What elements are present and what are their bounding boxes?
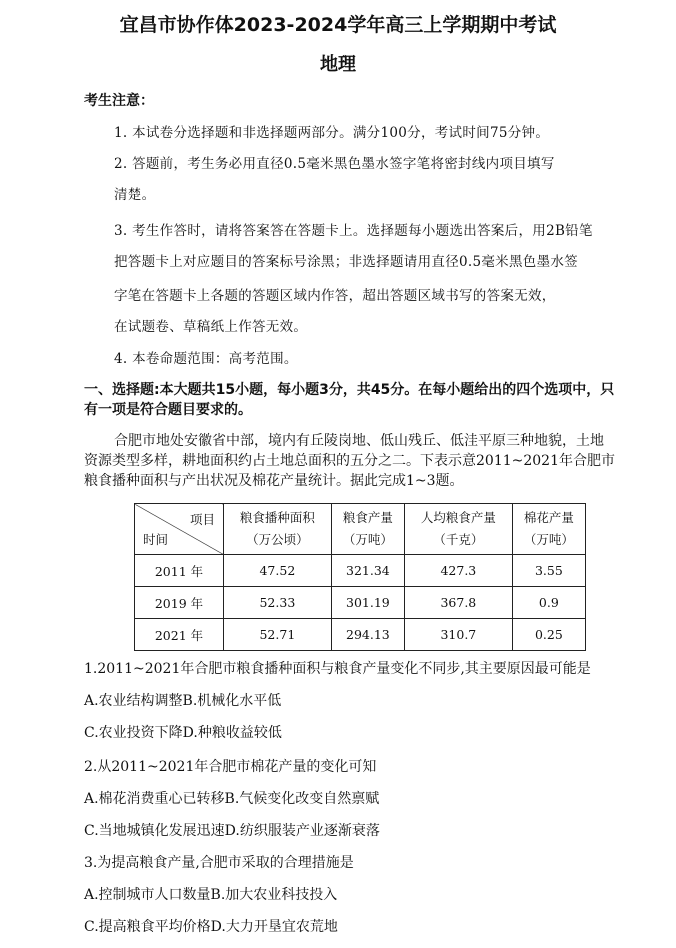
column-header bbox=[224, 504, 332, 555]
value-cell: 3.55 bbox=[512, 555, 585, 587]
notice-line: 3. 考生作答时，请将答案答在答题卡上。选择题每小题选出答案后，用2B铅笔 bbox=[114, 223, 593, 239]
column-name: 粮食产量 bbox=[342, 510, 393, 525]
notice-line: 把答题卡上对应题目的答案标号涂黑；非选择题请用直径0.5毫米黑色墨水签 bbox=[114, 254, 578, 270]
data-table bbox=[134, 503, 586, 651]
value-cell: 310.7 bbox=[404, 619, 512, 651]
notice-line: 在试题卷、草稿纸上作答无效。 bbox=[114, 319, 308, 335]
column-name: 棉花产量 bbox=[523, 510, 574, 525]
year-cell: 2011 年 bbox=[135, 555, 224, 587]
column-name: 粮食播种面积 bbox=[239, 510, 315, 525]
column-unit: （千克） bbox=[433, 532, 484, 547]
value-cell: 294.13 bbox=[331, 619, 404, 651]
notice-line: 字笔在答题卡上各题的答题区域内作答，超出答题区域书写的答案无效， bbox=[114, 288, 556, 304]
column-header bbox=[404, 504, 512, 555]
corner-label-time: 时间 bbox=[143, 532, 169, 547]
passage-line: 资源类型多样，耕地面积约占土地总面积的五分之二。下表示意2011~2021年合肥市 bbox=[84, 453, 615, 469]
year-cell: 2021 年 bbox=[135, 619, 224, 651]
column-unit: （万吨） bbox=[523, 532, 574, 547]
corner-label-item: 项目 bbox=[189, 512, 215, 527]
question-options: C.当地城镇化发展迅速D.纺织服装产业逐渐衰落 bbox=[84, 823, 380, 839]
value-cell: 321.34 bbox=[331, 555, 404, 587]
table-row bbox=[135, 555, 586, 587]
value-cell: 52.71 bbox=[224, 619, 332, 651]
value-cell: 427.3 bbox=[404, 555, 512, 587]
table-header-row bbox=[135, 504, 586, 555]
question-stem: 2.从2011~2021年合肥市棉花产量的变化可知 bbox=[84, 759, 377, 775]
column-unit: （万公顷） bbox=[246, 532, 309, 547]
subject-title: 地理 bbox=[320, 54, 356, 75]
year-cell: 2019 年 bbox=[135, 587, 224, 619]
notice-heading: 考生注意： bbox=[84, 93, 154, 109]
value-cell: 0.9 bbox=[512, 587, 585, 619]
section-heading: 一、选择题:本大题共15小题，每小题3分，共45分。在每小题给出的四个选项中，只 bbox=[84, 382, 615, 398]
passage-line: 合肥市地处安徽省中部，境内有丘陵岗地、低山残丘、低洼平原三种地貌，土地 bbox=[114, 433, 604, 449]
exam-title: 宜昌市协作体2023-2024学年高三上学期期中考试 bbox=[119, 14, 557, 36]
notice-line: 1. 本试卷分选择题和非选择题两部分。满分100分，考试时间75分钟。 bbox=[114, 125, 550, 141]
section-heading: 有一项是符合题目要求的。 bbox=[84, 402, 252, 418]
column-unit: （万吨） bbox=[342, 532, 393, 547]
value-cell: 52.33 bbox=[224, 587, 332, 619]
column-header bbox=[512, 504, 585, 555]
notice-line: 清楚。 bbox=[114, 187, 156, 203]
notice-line: 4. 本卷命题范围：高考范围。 bbox=[114, 351, 298, 367]
notice-line: 2. 答题前，考生务必用直径0.5毫米黑色墨水签字笔将密封线内项目填写 bbox=[114, 156, 555, 172]
question-stem: 1.2011~2021年合肥市粮食播种面积与粮食产量变化不同步,其主要原因最可能是 bbox=[84, 661, 591, 677]
value-cell: 367.8 bbox=[404, 587, 512, 619]
column-name: 人均粮食产量 bbox=[420, 510, 496, 525]
table-row bbox=[135, 619, 586, 651]
value-cell: 47.52 bbox=[224, 555, 332, 587]
value-cell: 301.19 bbox=[331, 587, 404, 619]
question-stem: 3.为提高粮食产量,合肥市采取的合理措施是 bbox=[84, 855, 354, 871]
value-cell: 0.25 bbox=[512, 619, 585, 651]
question-options: C.农业投资下降D.种粮收益较低 bbox=[84, 725, 282, 741]
passage-line: 粮食播种面积与产出状况及棉花产量统计。据此完成1~3题。 bbox=[84, 473, 464, 489]
question-options: A.棉花消费重心已转移B.气候变化改变自然禀赋 bbox=[84, 791, 380, 807]
question-options: A.农业结构调整B.机械化水平低 bbox=[84, 693, 282, 709]
table-corner-cell bbox=[135, 504, 224, 555]
table-row bbox=[135, 587, 586, 619]
column-header bbox=[331, 504, 404, 555]
question-options: A.控制城市人口数量B.加大农业科技投入 bbox=[84, 887, 338, 903]
question-options: C.提高粮食平均价格D.大力开垦宜农荒地 bbox=[84, 919, 338, 935]
